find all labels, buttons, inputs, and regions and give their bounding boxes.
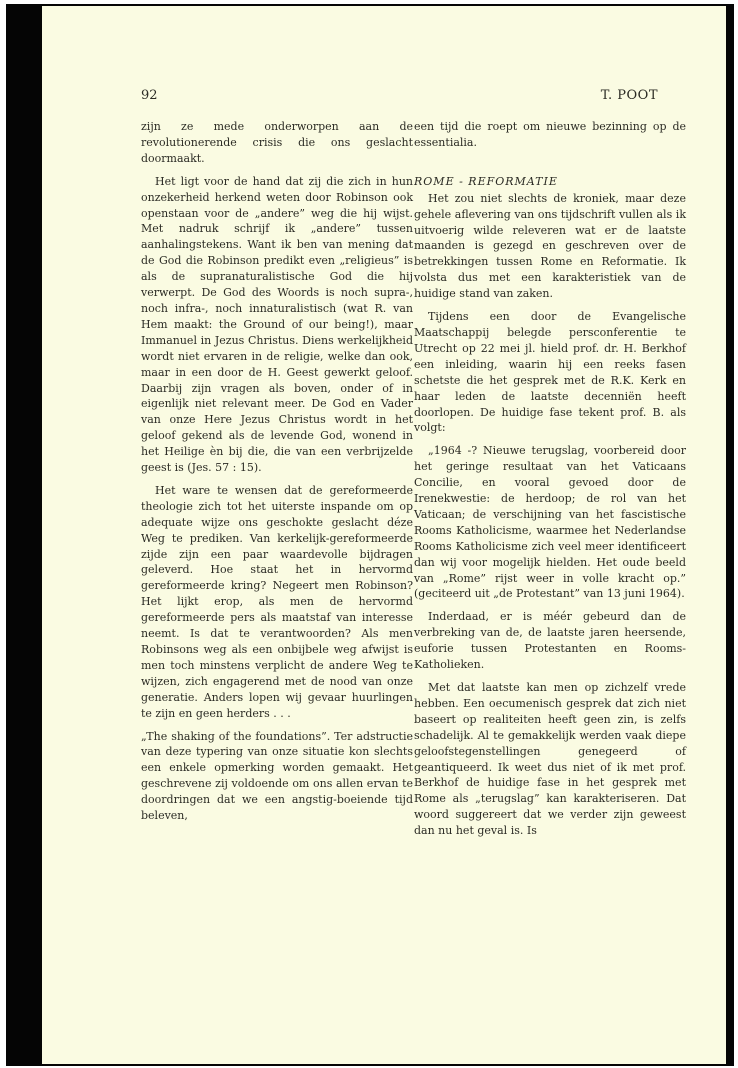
right-column: [414, 119, 686, 846]
book-page: [42, 6, 726, 1064]
running-head: T. POOT: [600, 88, 658, 103]
paragraph: „The shaking of the foundations”. Ter adstructie van deze typering van onze situatie kon slechts een enkele opmerking worden gemaakt. Het geschrevene zij voldoende om ons allen ervan te doordringen dat we een angstig-boeiende tijd beleven,: [141, 729, 413, 823]
paragraph: Inderdaad, er is méér gebeurd dan de verbreking van de, de laatste jaren heersende, euforie tussen Protestanten en Rooms-Katholieken.: [414, 610, 686, 672]
paragraph: Met dat laatste kan men op zichzelf vrede hebben. Een oecumenisch gesprek dat zich niet baseert op realiteiten heeft geen zin, is zelfs schadelijk. Al te gemakkelijk werden vaak diepe geloofstegenstellingen genegeerd of geantiqueerd. Ik weet dus niet of ik met prof. Berkhof de huidige fase in het gesprek met Rome als „terugslag” kan karakteriseren. Dat woord suggereert dat we verder zijn geweest dan nu het geval is. Is: [414, 681, 686, 838]
section-heading: ROME - REFORMATIE: [414, 174, 558, 188]
paragraph: een tijd die roept om nieuwe bezinning op de essentialia.: [414, 120, 686, 149]
paragraph: Het zou niet slechts de kroniek, maar deze gehele aflevering van ons tijdschrift vullen als ik uitvoerig wilde releveren wat er de laatste maanden is gezegd en geschreven over de betrekkingen tussen Rome en Reformatie. Ik volsta dus met een karakteristiek van de huidige stand van zaken.: [414, 191, 686, 301]
page-number: 92: [141, 88, 158, 103]
paragraph: „1964 -? Nieuwe terugslag, voorbereid door het geringe resultaat van het Vaticaans Concilie, en vooral gevoed door de Irenekwestie: de herdoop; de rol van het Vaticaan; de verschijning van het fascistische Rooms Katholicisme, waarmee het Nederlandse Rooms Katholicisme zich veel meer identificeert dan wij voor mogelijk hielden. Het oude beeld van „Rome” rijst weer in volle kracht op.” (geciteerd uit „de Protestant” van 13 juni 1964).: [414, 444, 686, 601]
paragraph: zijn ze mede onderworpen aan de revolutionerende crisis die ons geslacht doormaakt.: [141, 120, 413, 165]
paragraph: Het ware te wensen dat de gereformeerde theologie zich tot het uiterste inspande om op adequate wijze ons geschokte geslacht déze Weg te prediken. Van kerkelijk-gereformeerde zijde zijn een paar waardevolle bijdragen geleverd. Hoe staat het in hervormd gereformeerde kring? Negeert men Robinson? Het lijkt erop, als men de hervormd gereformeerde pers als maatstaf van interesse neemt. Is dat te verantwoorden? Als men Robinsons weg als een onbijbele weg afwijst is men toch minstens verplicht de andere Weg te wijzen, zich engagerend met de nood van onze generatie. Anders lopen wij gevaar huurlingen te zijn en geen herders . . .: [141, 483, 413, 720]
paragraph: Het ligt voor de hand dat zij die zich in hun onzekerheid herkend weten door Robinson ook openstaan voor de „andere” weg die hij wijst. Met nadruk schrijf ik „andere” tussen aanhalingstekens. Want ik ben van mening dat de God die Robinson predikt even „religieus” is als de supranaturalistische God die hij verwerpt. De God des Woords is noch supra-, noch infra-, noch innaturalistisch (wat R. van Hem maakt: the Ground of our being!), maar Immanuel in Jezus Christus. Diens werkelijkheid wordt niet ervaren in de religie, welke dan ook, maar in een door de H. Geest gewerkt geloof. Daarbij zijn vragen als boven, onder of in eigenlijk niet relevant meer. De God en Vader van onze Here Jezus Christus wordt in het geloof gekend als de levende God, wonend in het Heilige èn bij die, die van een verbrijzelde geest is (Jes. 57 : 15).: [141, 174, 413, 475]
left-column: [141, 119, 413, 831]
paragraph: Tijdens een door de Evangelische Maatschappij belegde persconferentie te Utrecht op 22 mei jl. hield prof. dr. H. Berkhof een inleiding, waarin hij een reeks fasen schetste die het gesprek met de R.K. Kerk en haar leden de laatste decenniën heeft doorlopen. De huidige fase tekent prof. B. als volgt:: [414, 310, 686, 435]
